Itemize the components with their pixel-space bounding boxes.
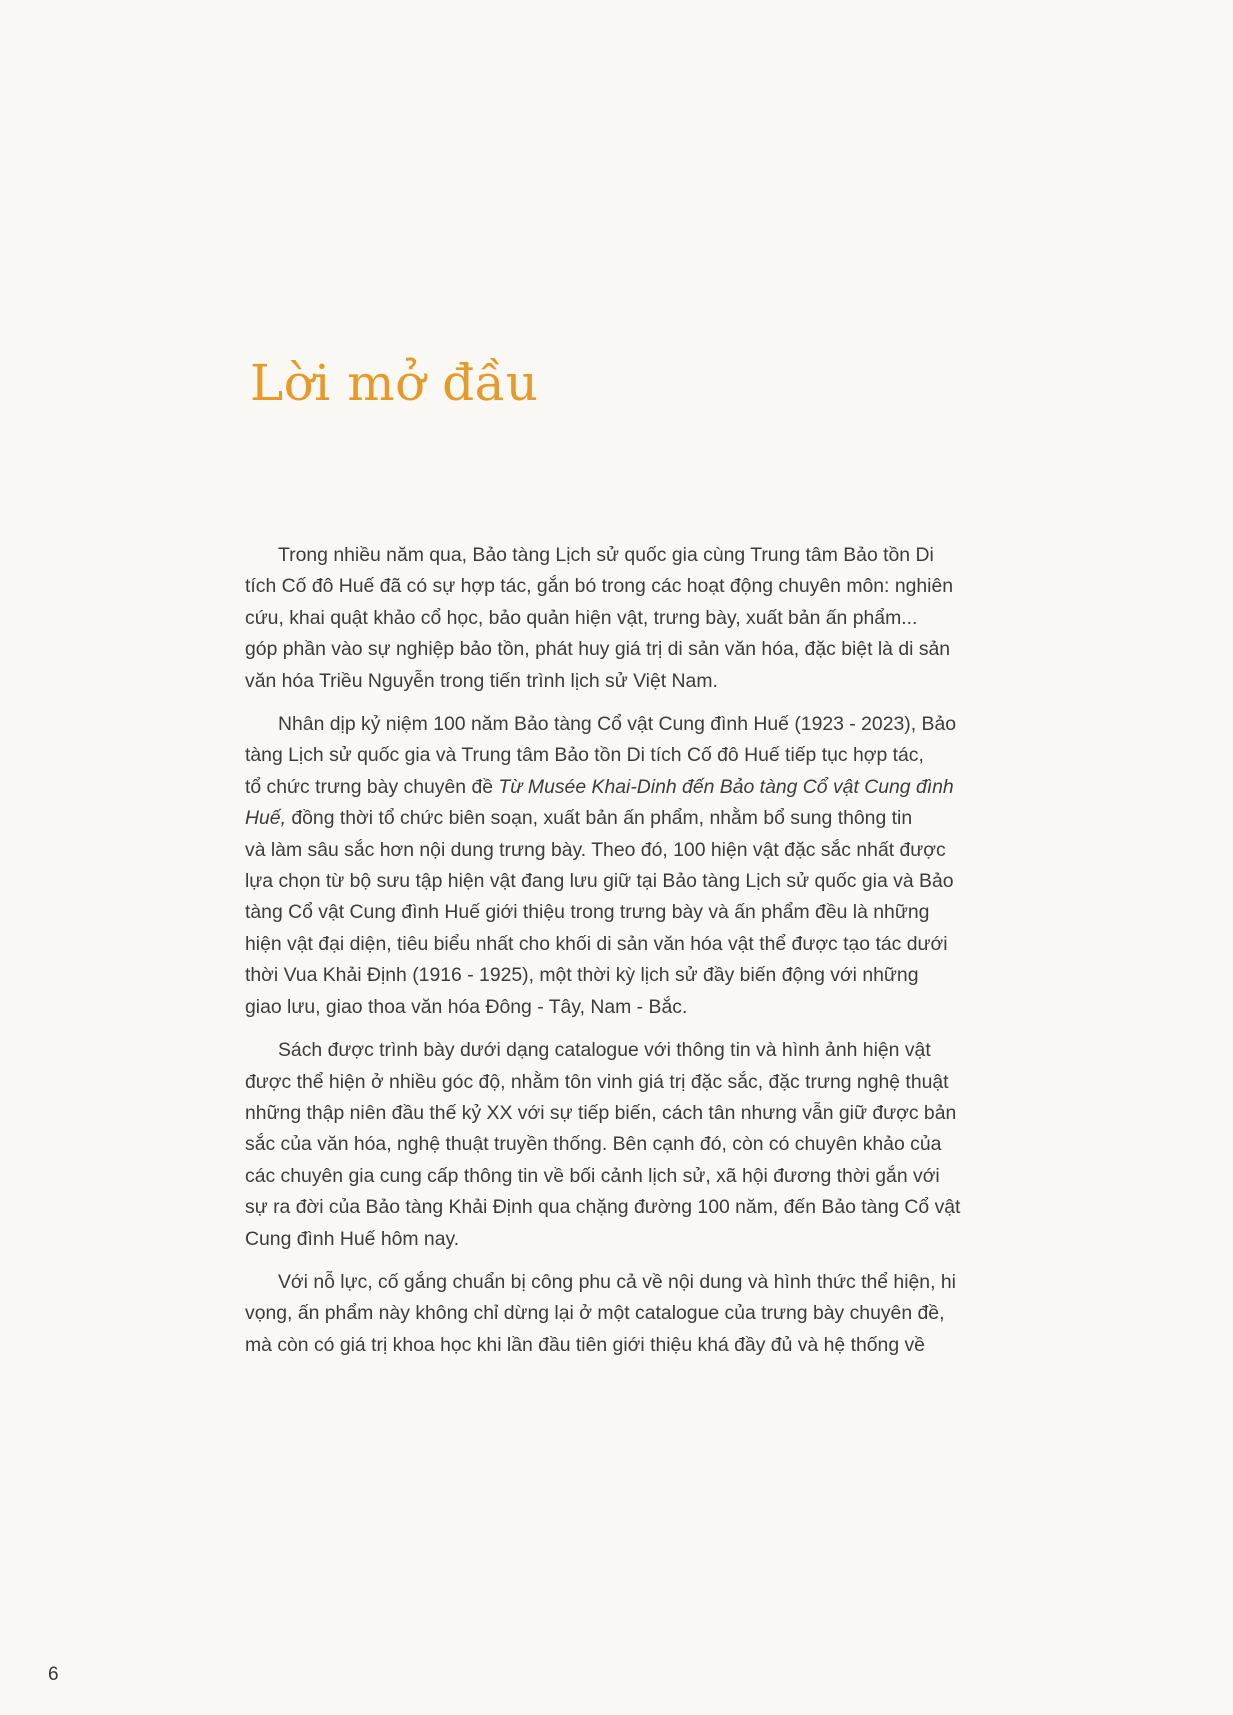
- text-line: văn hóa Triều Nguyễn trong tiến trình lịch sử Việt Nam.: [245, 669, 718, 692]
- page-number: 6: [48, 1664, 59, 1685]
- page-title: Lời mở đầu: [250, 354, 539, 412]
- text-line: giao lưu, giao thoa văn hóa Đông - Tây, Nam - Bắc.: [245, 995, 688, 1018]
- line-suffix: đồng thời tổ chức biên soạn, xuất bản ấn phẩm, nhằm bổ sung thông tin: [285, 807, 913, 830]
- paragraph-4: [245, 1267, 993, 1361]
- paragraph-3: [245, 1035, 993, 1255]
- text-line: lựa chọn từ bộ sưu tập hiện vật đang lưu giữ tại Bảo tàng Lịch sử quốc gia và Bảo: [245, 870, 954, 893]
- exhibition-title-italic: Từ Musée Khai-Dinh đến Bảo tàng Cổ vật Cung đình: [498, 775, 954, 798]
- text-line: [245, 803, 993, 834]
- text-line: cứu, khai quật khảo cổ học, bảo quản hiện vật, trưng bày, xuất bản ấn phẩm...: [245, 606, 918, 629]
- text-line: mà còn có giá trị khoa học khi lần đầu tiên giới thiệu khá đầy đủ và hệ thống về: [245, 1333, 925, 1356]
- body-text: [245, 540, 993, 1373]
- text-line: Sách được trình bày dưới dạng catalogue với thông tin và hình ảnh hiện vật: [278, 1039, 931, 1062]
- text-line: tích Cố đô Huế đã có sự hợp tác, gắn bó trong các hoạt động chuyên môn: nghiên: [245, 575, 954, 598]
- text-line: Trong nhiều năm qua, Bảo tàng Lịch sử quốc gia cùng Trung tâm Bảo tồn Di: [278, 544, 934, 566]
- text-line: thời Vua Khải Định (1916 - 1925), một thời kỳ lịch sử đầy biến động với những: [245, 964, 919, 987]
- text-line: các chuyên gia cung cấp thông tin về bối cảnh lịch sử, xã hội đương thời gắn với: [245, 1164, 940, 1187]
- paragraph-2: [245, 709, 993, 1023]
- exhibition-title-italic-end: Huế,: [245, 807, 286, 830]
- text-line: những thập niên đầu thế kỷ XX với sự tiếp biến, cách tân nhưng vẫn giữ được bản: [245, 1101, 957, 1124]
- text-line: tàng Cổ vật Cung đình Huế giới thiệu trong trưng bày và ấn phẩm đều là những: [245, 901, 930, 924]
- text-line: được thể hiện ở nhiều góc độ, nhằm tôn vinh giá trị đặc sắc, đặc trưng nghệ thuật: [245, 1070, 949, 1093]
- text-line: Cung đình Huế hôm nay.: [245, 1227, 460, 1250]
- line-prefix: tổ chức trưng bày chuyên đề: [245, 775, 499, 798]
- text-line: góp phần vào sự nghiệp bảo tồn, phát huy giá trị di sản văn hóa, đặc biệt là di sản: [245, 638, 951, 661]
- text-line: vọng, ấn phẩm này không chỉ dừng lại ở một catalogue của trưng bày chuyên đề,: [245, 1302, 945, 1325]
- text-line: [245, 772, 993, 803]
- text-line: tàng Lịch sử quốc gia và Trung tâm Bảo tồn Di tích Cố đô Huế tiếp tục hợp tác,: [245, 744, 924, 767]
- paragraph-1: [245, 540, 993, 697]
- text-line: hiện vật đại diện, tiêu biểu nhất cho khối di sản văn hóa vật thể được tạo tác dưới: [245, 932, 948, 955]
- text-line: sắc của văn hóa, nghệ thuật truyền thống. Bên cạnh đó, còn có chuyên khảo của: [245, 1133, 942, 1156]
- text-line: sự ra đời của Bảo tàng Khải Định qua chặng đường 100 năm, đến Bảo tàng Cổ vật: [245, 1196, 961, 1219]
- text-line: Với nỗ lực, cố gắng chuẩn bị công phu cả về nội dung và hình thức thể hiện, hi: [278, 1270, 956, 1293]
- text-line: và làm sâu sắc hơn nội dung trưng bày. Theo đó, 100 hiện vật đặc sắc nhất được: [245, 838, 946, 861]
- text-line: Nhân dịp kỷ niệm 100 năm Bảo tàng Cổ vật Cung đình Huế (1923 - 2023), Bảo: [278, 713, 957, 736]
